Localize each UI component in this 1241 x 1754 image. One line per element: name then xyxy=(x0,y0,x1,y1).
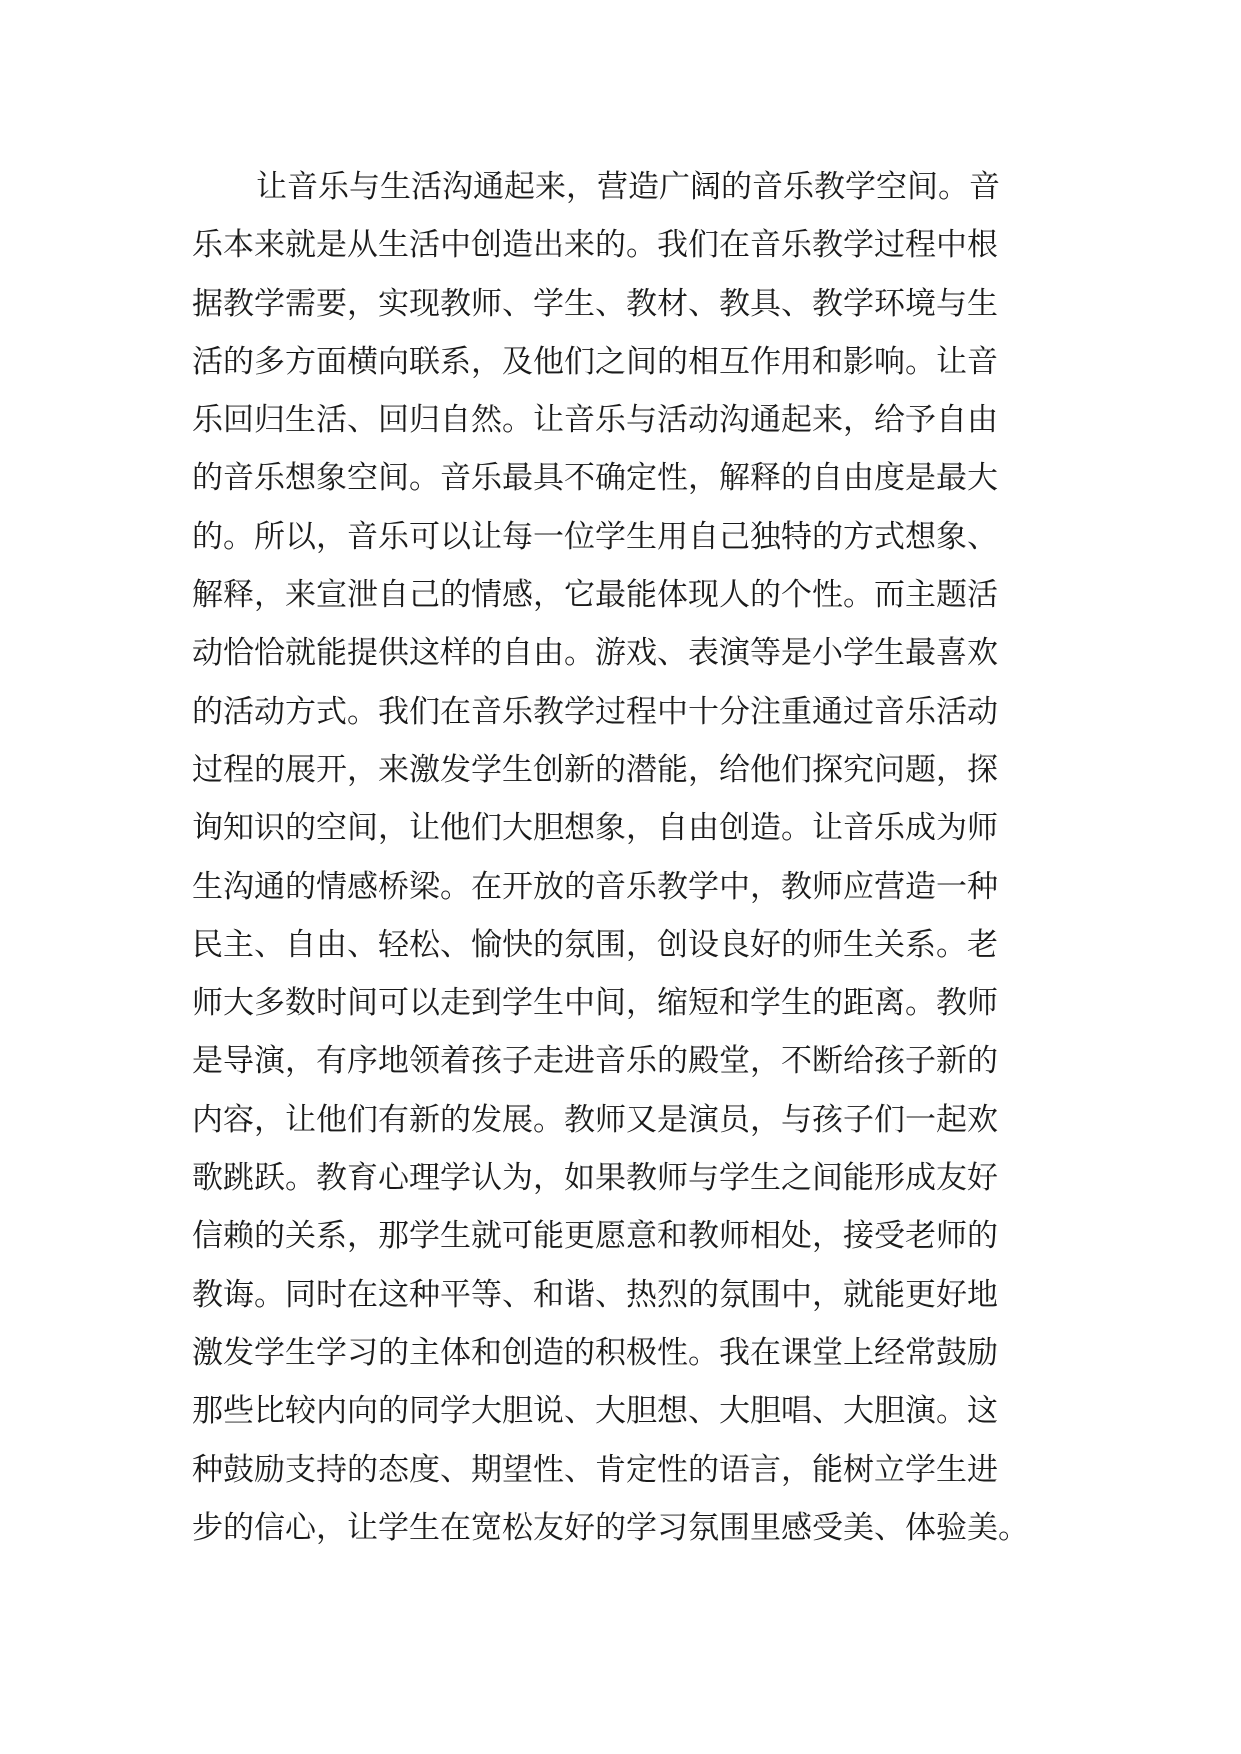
paragraph-line: 教诲。同时在这种平等、和谐、热烈的氛围中，就能更好地 xyxy=(192,1276,998,1313)
paragraph-line: 那些比较内向的同学大胆说、大胆想、大胆唱、大胆演。这 xyxy=(192,1393,998,1430)
paragraph-line: 据教学需要，实现教师、学生、教材、教具、教学环境与生 xyxy=(192,285,998,322)
paragraph-line: 激发学生学习的主体和创造的积极性。我在课堂上经常鼓励 xyxy=(192,1334,998,1371)
paragraph-line: 的音乐想象空间。音乐最具不确定性，解释的自由度是最大 xyxy=(192,460,998,497)
paragraph-line: 步的信心，让学生在宽松友好的学习氛围里感受美、体验美。 xyxy=(192,1509,1029,1546)
paragraph-line: 信赖的关系，那学生就可能更愿意和教师相处，接受老师的 xyxy=(192,1218,998,1255)
paragraph-line: 解释，来宣泄自己的情感，它最能体现人的个性。而主题活 xyxy=(192,577,998,614)
paragraph-line: 活的多方面横向联系，及他们之间的相互作用和影响。让音 xyxy=(192,343,998,380)
paragraph-line: 师大多数时间可以走到学生中间，缩短和学生的距离。教师 xyxy=(192,985,998,1022)
paragraph-line: 的。所以，音乐可以让每一位学生用自己独特的方式想象、 xyxy=(192,518,998,555)
paragraph-line: 生沟通的情感桥梁。在开放的音乐教学中，教师应营造一种 xyxy=(192,868,998,905)
paragraph-line: 内容，让他们有新的发展。教师又是演员，与孩子们一起欢 xyxy=(192,1101,998,1138)
paragraph-line: 乐回归生活、回归自然。让音乐与活动沟通起来，给予自由 xyxy=(192,402,998,439)
body-paragraph xyxy=(192,158,1062,1557)
paragraph-line: 种鼓励支持的态度、期望性、肯定性的语言，能树立学生进 xyxy=(192,1451,998,1488)
paragraph-line: 询知识的空间，让他们大胆想象，自由创造。让音乐成为师 xyxy=(192,810,998,847)
paragraph-line: 歌跳跃。教育心理学认为，如果教师与学生之间能形成友好 xyxy=(192,1160,998,1197)
paragraph-line: 是导演，有序地领着孩子走进音乐的殿堂，不断给孩子新的 xyxy=(192,1043,998,1080)
paragraph-line: 让音乐与生活沟通起来，营造广阔的音乐教学空间。音 xyxy=(256,169,1000,205)
paragraph-line: 过程的展开，来激发学生创新的潜能，给他们探究问题，探 xyxy=(192,751,998,788)
paragraph-line: 乐本来就是从生活中创造出来的。我们在音乐教学过程中根 xyxy=(192,227,998,264)
paragraph-line: 动恰恰就能提供这样的自由。游戏、表演等是小学生最喜欢 xyxy=(192,635,998,672)
paragraph-line: 民主、自由、轻松、愉快的氛围，创设良好的师生关系。老 xyxy=(192,926,998,963)
paragraph-line: 的活动方式。我们在音乐教学过程中十分注重通过音乐活动 xyxy=(192,693,998,730)
